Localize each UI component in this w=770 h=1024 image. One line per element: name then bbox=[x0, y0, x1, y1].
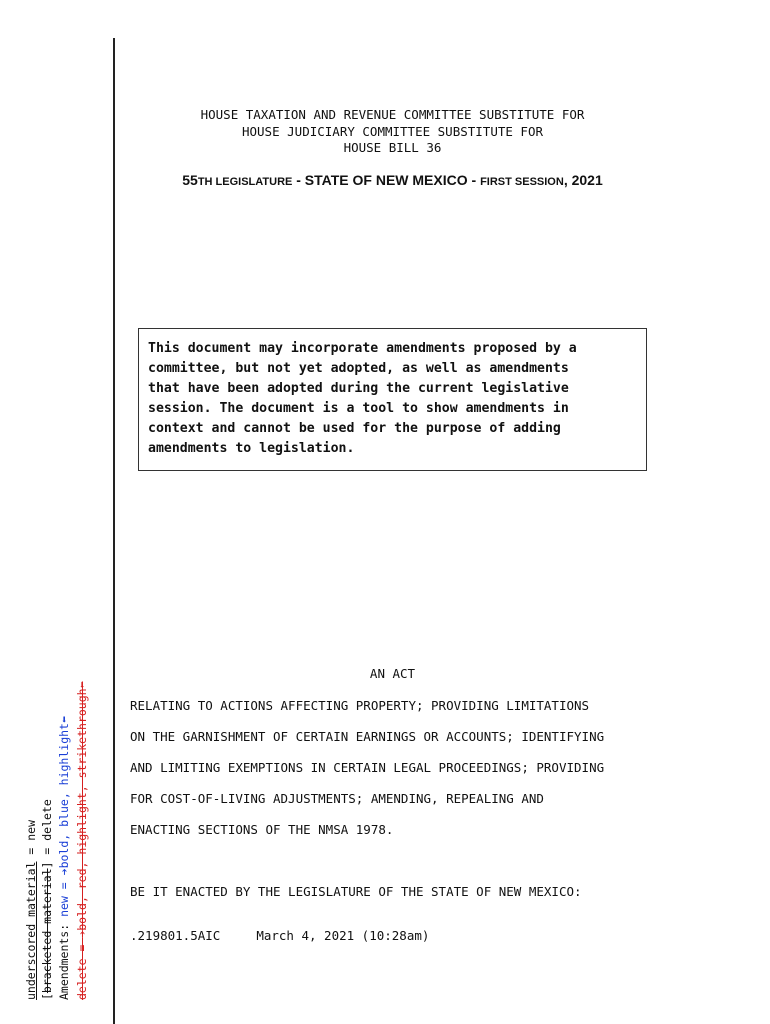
document-code: .219801.5AIC bbox=[130, 928, 221, 943]
header-line-3: HOUSE BILL 36 bbox=[343, 140, 442, 155]
act-line: RELATING TO ACTIONS AFFECTING PROPERTY; PROVIDING LIMITATIONS bbox=[130, 698, 590, 713]
bill-header bbox=[130, 107, 655, 157]
left-margin-rule bbox=[113, 38, 115, 1024]
separator: - bbox=[467, 172, 481, 188]
legend-amendments-new bbox=[57, 716, 71, 1000]
session-name: FIRST SESSION bbox=[480, 176, 564, 188]
document-date: March 4, 2021 (10:28am) bbox=[256, 928, 430, 943]
enacting-clause: BE IT ENACTED BY THE LEGISLATURE OF THE STATE OF NEW MEXICO: bbox=[130, 884, 582, 899]
legend-delete-style: bold, red, highlight, strikethrough bbox=[75, 688, 89, 931]
legend-underscored bbox=[24, 820, 38, 1000]
document-code-line bbox=[130, 928, 429, 943]
legend-delete-label: delete = bbox=[75, 937, 89, 1000]
legend-bracketed-label: bracketed material bbox=[40, 868, 54, 994]
legislature-line bbox=[130, 172, 655, 190]
session-year: , 2021 bbox=[563, 172, 603, 188]
legend-underscored-meaning: = new bbox=[24, 819, 38, 862]
amendment-notice-box: This document may incorporate amendments proposed by a committee, but not yet adopted, as well as amendments that have been adopted during the current legislative session. The document is a tool to show amendments in context and cannot be used for the purpose of adding amendments to legislation. bbox=[138, 328, 647, 471]
header-line-1: HOUSE TAXATION AND REVENUE COMMITTEE SUBSTITUTE FOR bbox=[200, 107, 585, 122]
act-line: FOR COST-OF-LIVING ADJUSTMENTS; AMENDING, REPEALING AND bbox=[130, 791, 544, 806]
header-line-2: HOUSE JUDICIARY COMMITTEE SUBSTITUTE FOR bbox=[241, 123, 544, 139]
arrow-left-icon: ⬅ bbox=[75, 681, 89, 689]
act-line: ON THE GARNISHMENT OF CERTAIN EARNINGS OR ACCOUNTS; IDENTIFYING bbox=[130, 729, 605, 744]
separator: - bbox=[292, 172, 305, 188]
arrow-right-icon: ➔ bbox=[75, 930, 89, 938]
arrow-left-icon: ⬅ bbox=[57, 716, 71, 724]
state-name: STATE OF NEW MEXICO bbox=[304, 172, 468, 188]
legend-underscored-label: underscored material bbox=[24, 861, 38, 1000]
act-line: ENACTING SECTIONS OF THE NMSA 1978. bbox=[130, 822, 394, 837]
legend-amendments-delete bbox=[75, 681, 89, 1000]
arrow-right-icon: ➔ bbox=[57, 868, 71, 876]
legend-new-label: new = bbox=[57, 875, 71, 917]
legend-bracketed-meaning: ] = delete bbox=[40, 799, 54, 869]
act-line: AND LIMITING EXEMPTIONS IN CERTAIN LEGAL PROCEEDINGS; PROVIDING bbox=[130, 760, 605, 775]
legend-new-style: bold, blue, highlight bbox=[57, 723, 71, 869]
legend-amendments-label: Amendments: bbox=[57, 916, 71, 1000]
legend-bracket-open: [ bbox=[40, 993, 54, 1000]
act-title: AN ACT bbox=[369, 666, 416, 681]
legislature-suffix: TH LEGISLATURE bbox=[197, 176, 293, 188]
legend-bracketed bbox=[40, 799, 54, 1000]
legislature-number: 55 bbox=[182, 172, 198, 188]
